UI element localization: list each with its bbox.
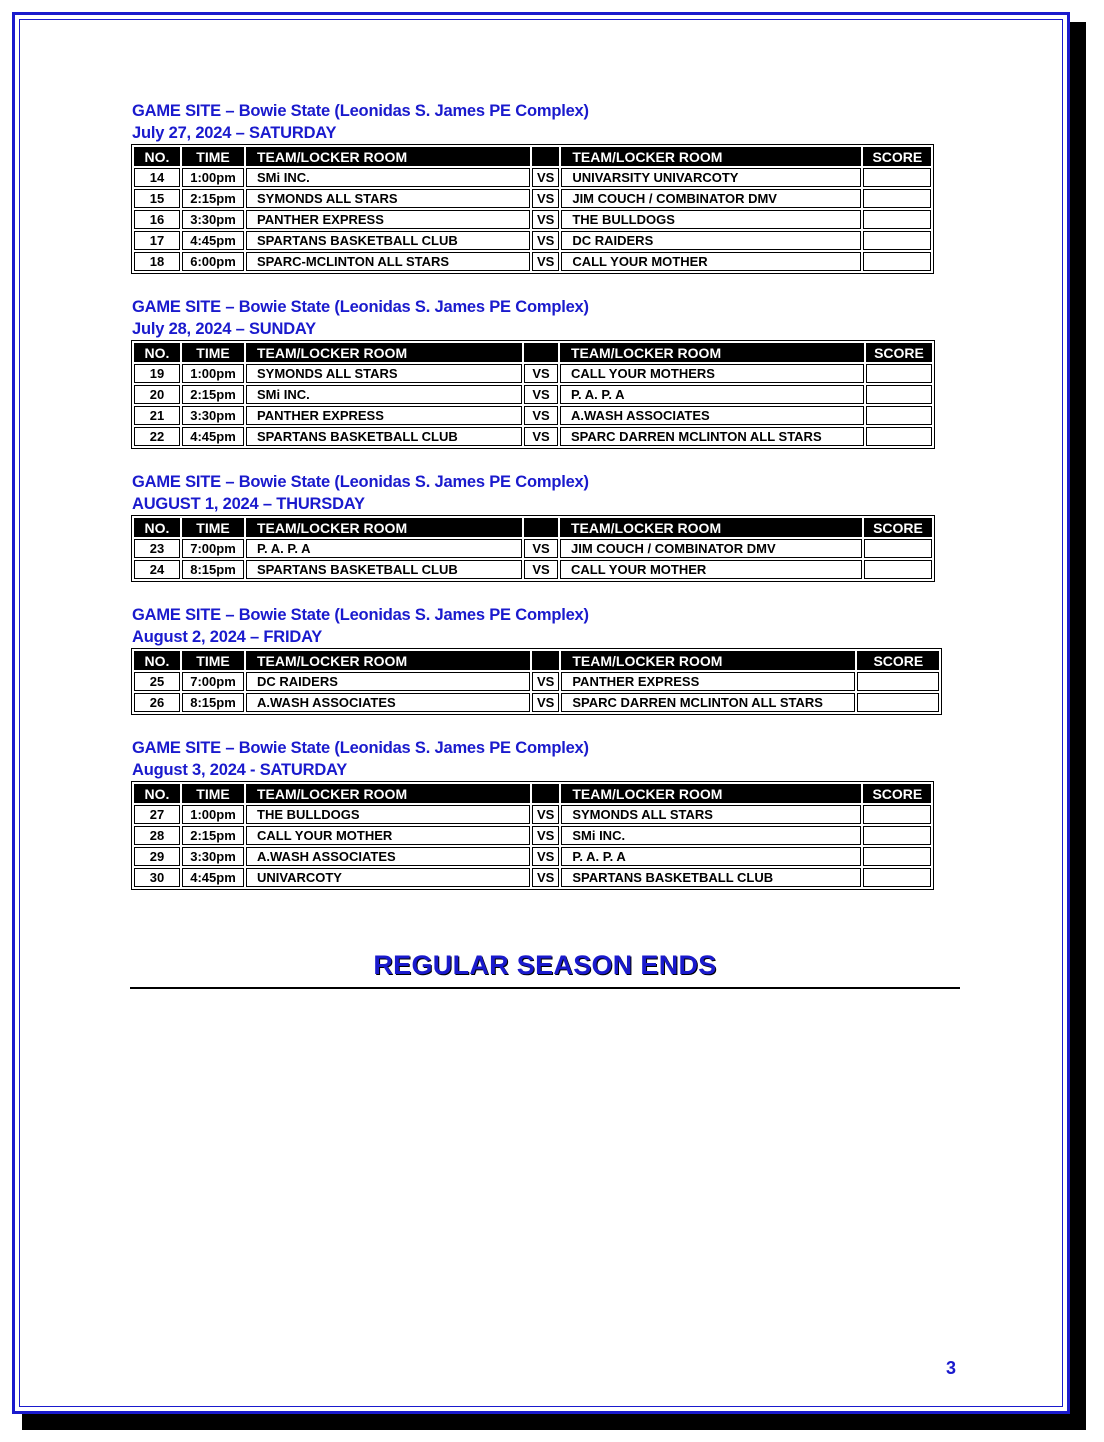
away-team: THE BULLDOGS (561, 210, 861, 229)
home-team: SPARTANS BASKETBALL CLUB (246, 427, 522, 446)
away-team: CALL YOUR MOTHERS (560, 364, 864, 383)
header-team-away: TEAM/LOCKER ROOM (560, 343, 864, 362)
game-site-title: GAME SITE – Bowie State (Leonidas S. James PE Complex) (132, 606, 589, 624)
away-team: SPARC DARREN MCLINTON ALL STARS (561, 693, 855, 712)
table-row (134, 539, 932, 558)
table-row (134, 210, 931, 229)
header-blank (532, 147, 559, 166)
versus-label: VS (524, 406, 558, 425)
score-cell (863, 847, 931, 866)
header-blank (532, 651, 559, 670)
home-team: SYMONDS ALL STARS (246, 364, 522, 383)
score-cell (866, 406, 932, 425)
table-row (134, 189, 931, 208)
score-cell (863, 210, 931, 229)
score-cell (866, 385, 932, 404)
header-time: TIME (182, 518, 244, 537)
game-site-section (132, 100, 962, 274)
header-no: NO. (134, 147, 180, 166)
score-cell (857, 672, 939, 691)
table-header-row (134, 651, 939, 670)
game-number: 23 (134, 539, 180, 558)
away-team: A.WASH ASSOCIATES (560, 406, 864, 425)
header-team-away: TEAM/LOCKER ROOM (561, 651, 855, 670)
game-number: 25 (134, 672, 180, 691)
table-row (134, 560, 932, 579)
game-site-section (132, 737, 962, 890)
versus-label: VS (524, 364, 558, 383)
game-time: 8:15pm (182, 560, 244, 579)
home-team: A.WASH ASSOCIATES (246, 693, 530, 712)
page-number: 3 (946, 1358, 957, 1378)
score-cell (857, 693, 939, 712)
header-team-away: TEAM/LOCKER ROOM (561, 784, 861, 803)
game-time: 1:00pm (182, 168, 244, 187)
table-row (134, 805, 931, 824)
away-team: CALL YOUR MOTHER (561, 252, 861, 271)
game-site-section (132, 471, 962, 582)
score-cell (863, 252, 931, 271)
game-date: July 27, 2024 – SATURDAY (132, 124, 337, 142)
header-blank (532, 784, 559, 803)
table-row (134, 868, 931, 887)
table-row (134, 168, 931, 187)
schedule-table (131, 648, 942, 715)
away-team: UNIVARSITY UNIVARCOTY (561, 168, 861, 187)
away-team: SPARTANS BASKETBALL CLUB (561, 868, 861, 887)
game-number: 26 (134, 693, 180, 712)
game-time: 7:00pm (182, 539, 244, 558)
away-team: JIM COUCH / COMBINATOR DMV (560, 539, 862, 558)
game-number: 21 (134, 406, 180, 425)
versus-label: VS (532, 168, 559, 187)
game-time: 4:45pm (182, 868, 244, 887)
versus-label: VS (532, 826, 559, 845)
header-score: SCORE (857, 651, 939, 670)
score-cell (863, 231, 931, 250)
game-time: 3:30pm (182, 406, 244, 425)
versus-label: VS (532, 672, 559, 691)
away-team: P. A. P. A (560, 385, 864, 404)
home-team: PANTHER EXPRESS (246, 210, 530, 229)
game-site-title: GAME SITE – Bowie State (Leonidas S. James PE Complex) (132, 739, 589, 757)
header-score: SCORE (863, 147, 931, 166)
versus-label: VS (532, 189, 559, 208)
game-number: 28 (134, 826, 180, 845)
game-time: 2:15pm (182, 385, 244, 404)
game-date: July 28, 2024 – SUNDAY (132, 320, 316, 338)
home-team: UNIVARCOTY (246, 868, 530, 887)
away-team: P. A. P. A (561, 847, 861, 866)
score-cell (866, 427, 932, 446)
game-site-title: GAME SITE – Bowie State (Leonidas S. James PE Complex) (132, 298, 589, 316)
home-team: THE BULLDOGS (246, 805, 530, 824)
game-number: 19 (134, 364, 180, 383)
home-team: SMi INC. (246, 385, 522, 404)
header-team-home: TEAM/LOCKER ROOM (246, 147, 530, 166)
score-cell (863, 168, 931, 187)
game-time: 3:30pm (182, 847, 244, 866)
game-number: 16 (134, 210, 180, 229)
header-no: NO. (134, 651, 180, 670)
game-time: 1:00pm (182, 805, 244, 824)
home-team: PANTHER EXPRESS (246, 406, 522, 425)
table-header-row (134, 147, 931, 166)
game-number: 15 (134, 189, 180, 208)
table-row (134, 252, 931, 271)
header-time: TIME (182, 651, 244, 670)
header-team-home: TEAM/LOCKER ROOM (246, 518, 522, 537)
schedule-content (132, 100, 962, 912)
game-number: 17 (134, 231, 180, 250)
game-number: 20 (134, 385, 180, 404)
header-team-home: TEAM/LOCKER ROOM (246, 343, 522, 362)
header-time: TIME (182, 784, 244, 803)
regular-season-ends-title: REGULAR SEASON ENDS (373, 950, 717, 980)
score-cell (863, 868, 931, 887)
versus-label: VS (532, 693, 559, 712)
game-number: 18 (134, 252, 180, 271)
versus-label: VS (532, 847, 559, 866)
table-row (134, 826, 931, 845)
schedule-table (131, 144, 934, 274)
table-header-row (134, 784, 931, 803)
score-cell (866, 364, 932, 383)
header-time: TIME (182, 147, 244, 166)
table-header-row (134, 518, 932, 537)
header-score: SCORE (863, 784, 931, 803)
home-team: SMi INC. (246, 168, 530, 187)
versus-label: VS (524, 560, 558, 579)
game-number: 22 (134, 427, 180, 446)
header-no: NO. (134, 784, 180, 803)
score-cell (863, 826, 931, 845)
score-cell (863, 189, 931, 208)
header-team-home: TEAM/LOCKER ROOM (246, 651, 530, 670)
home-team: P. A. P. A (246, 539, 522, 558)
versus-label: VS (532, 805, 559, 824)
header-no: NO. (134, 518, 180, 537)
game-time: 4:45pm (182, 427, 244, 446)
away-team: JIM COUCH / COMBINATOR DMV (561, 189, 861, 208)
header-team-away: TEAM/LOCKER ROOM (560, 518, 862, 537)
versus-label: VS (532, 252, 559, 271)
game-number: 14 (134, 168, 180, 187)
score-cell (864, 560, 932, 579)
game-date: August 3, 2024 - SATURDAY (132, 761, 348, 779)
table-row (134, 847, 931, 866)
versus-label: VS (524, 427, 558, 446)
schedule-table (131, 781, 934, 890)
score-cell (864, 539, 932, 558)
header-no: NO. (134, 343, 180, 362)
game-number: 24 (134, 560, 180, 579)
game-site-title: GAME SITE – Bowie State (Leonidas S. James PE Complex) (132, 473, 589, 491)
away-team: PANTHER EXPRESS (561, 672, 855, 691)
game-time: 6:00pm (182, 252, 244, 271)
game-time: 3:30pm (182, 210, 244, 229)
versus-label: VS (532, 868, 559, 887)
header-blank (524, 343, 558, 362)
header-team-home: TEAM/LOCKER ROOM (246, 784, 530, 803)
game-date: August 2, 2024 – FRIDAY (132, 628, 323, 646)
table-header-row (134, 343, 932, 362)
home-team: SPARC-MCLINTON ALL STARS (246, 252, 530, 271)
game-time: 8:15pm (182, 693, 244, 712)
home-team: SPARTANS BASKETBALL CLUB (246, 231, 530, 250)
score-cell (863, 805, 931, 824)
header-score: SCORE (866, 343, 932, 362)
game-site-section (132, 296, 962, 449)
table-row (134, 364, 932, 383)
game-number: 29 (134, 847, 180, 866)
game-date: AUGUST 1, 2024 – THURSDAY (132, 495, 365, 513)
header-score: SCORE (864, 518, 932, 537)
header-blank (524, 518, 558, 537)
table-row (134, 231, 931, 250)
home-team: CALL YOUR MOTHER (246, 826, 530, 845)
table-row (134, 672, 939, 691)
game-site-title: GAME SITE – Bowie State (Leonidas S. James PE Complex) (132, 102, 589, 120)
footer-divider (130, 987, 960, 989)
home-team: A.WASH ASSOCIATES (246, 847, 530, 866)
versus-label: VS (524, 539, 558, 558)
table-row (134, 427, 932, 446)
away-team: SPARC DARREN MCLINTON ALL STARS (560, 427, 864, 446)
away-team: SYMONDS ALL STARS (561, 805, 861, 824)
game-time: 1:00pm (182, 364, 244, 383)
home-team: SYMONDS ALL STARS (246, 189, 530, 208)
header-time: TIME (182, 343, 244, 362)
table-row (134, 693, 939, 712)
versus-label: VS (524, 385, 558, 404)
game-time: 7:00pm (182, 672, 244, 691)
game-number: 30 (134, 868, 180, 887)
away-team: SMi INC. (561, 826, 861, 845)
game-time: 2:15pm (182, 826, 244, 845)
game-number: 27 (134, 805, 180, 824)
away-team: DC RAIDERS (561, 231, 861, 250)
versus-label: VS (532, 210, 559, 229)
game-time: 4:45pm (182, 231, 244, 250)
game-site-section (132, 604, 962, 715)
versus-label: VS (532, 231, 559, 250)
table-row (134, 385, 932, 404)
home-team: SPARTANS BASKETBALL CLUB (246, 560, 522, 579)
schedule-table (131, 340, 935, 449)
game-time: 2:15pm (182, 189, 244, 208)
table-row (134, 406, 932, 425)
away-team: CALL YOUR MOTHER (560, 560, 862, 579)
home-team: DC RAIDERS (246, 672, 530, 691)
header-team-away: TEAM/LOCKER ROOM (561, 147, 861, 166)
schedule-table (131, 515, 935, 582)
